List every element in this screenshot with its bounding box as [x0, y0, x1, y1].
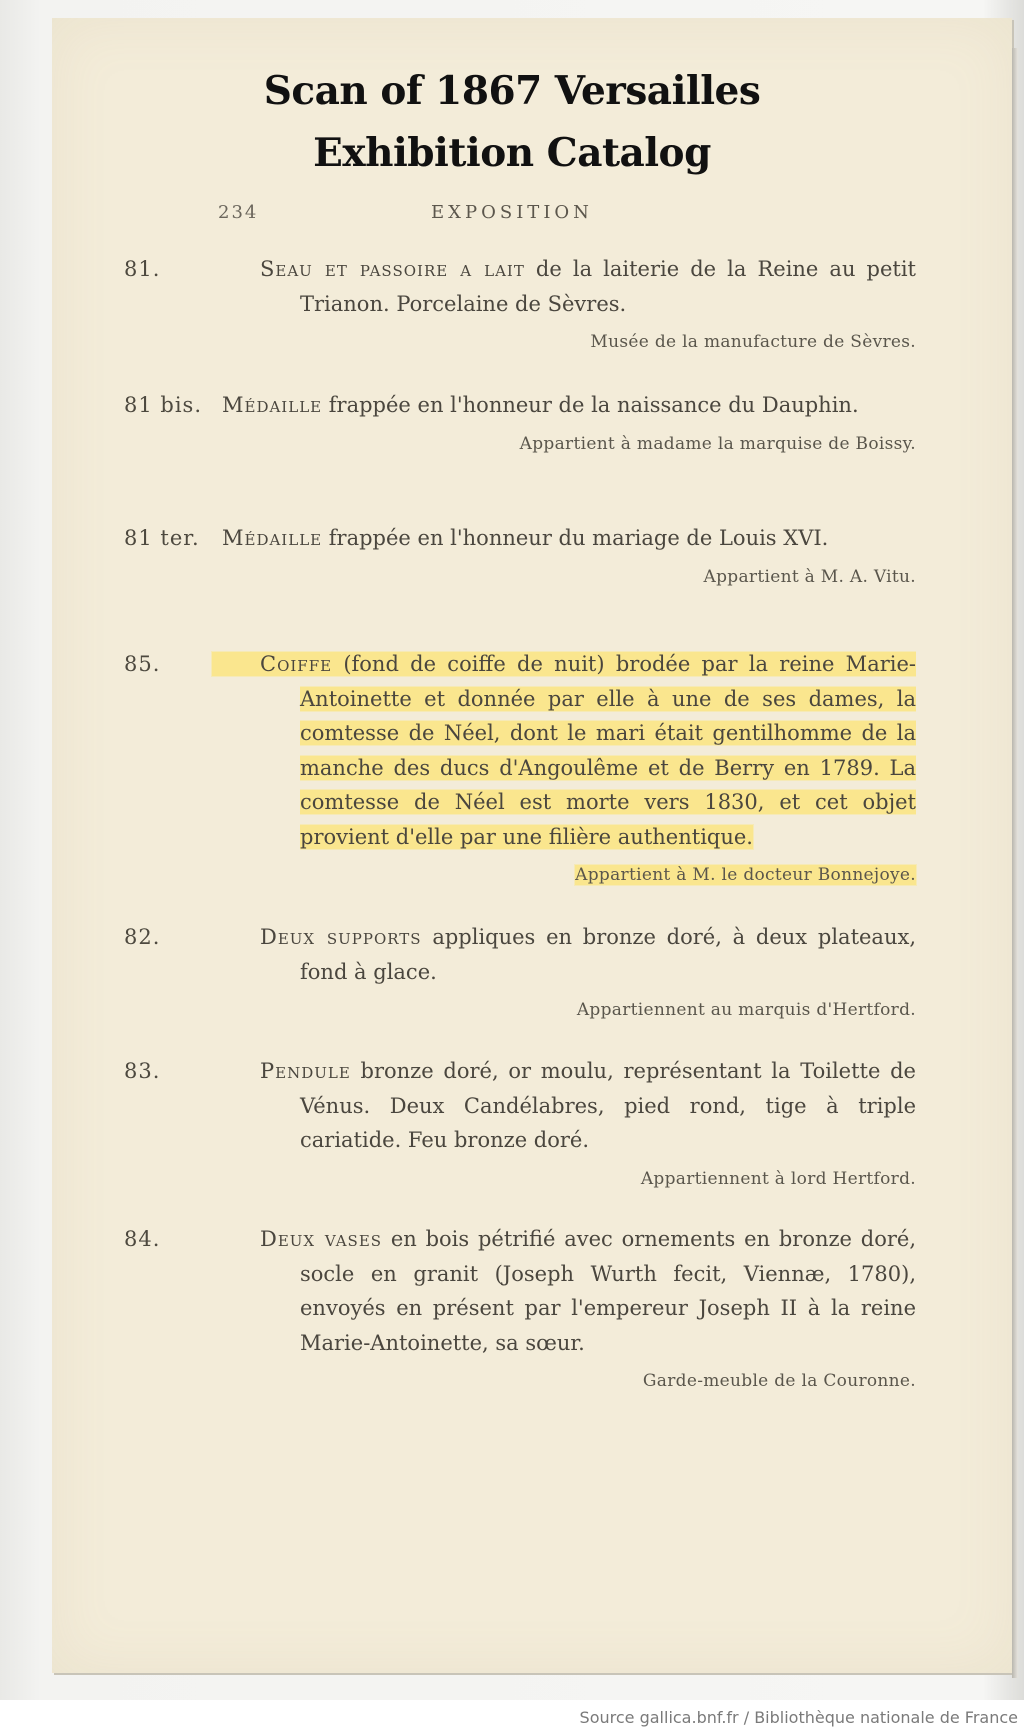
entry-owner-text: Appartient à M. le docteur Bonnejoye.: [575, 865, 916, 885]
entry-title: Médaille: [222, 393, 323, 417]
catalog-entry: [212, 521, 916, 590]
entry-owner: Appartient à M. A. Vitu.: [703, 566, 916, 587]
entry-text: en bois pétrifié avec ornements en bronze doré, socle en granit (Joseph Wurth fecit, Viennæ, 1780), envoyés en présent par l'empereur Joseph II à la reine Marie-Antoinette, sa sœur.: [300, 1227, 916, 1355]
catalog-entry: [124, 1054, 916, 1192]
entry-body: [124, 1222, 916, 1360]
entry-text: appliques en bronze doré, à deux plateaux, fond à glace.: [300, 925, 916, 984]
entry-text: bronze doré, or moulu, représentant la Toilette de Vénus. Deux Candélabres, pied rond, tige à triple cariatide. Feu bronze doré.: [300, 1059, 916, 1152]
catalog-entry: [124, 1222, 916, 1394]
entry-text: frappée en l'honneur du mariage de Louis XVI.: [322, 526, 829, 550]
catalog-entry: [124, 252, 916, 355]
entry-title: Deux supports: [260, 925, 422, 949]
entry-number: 81.: [124, 257, 161, 281]
catalog-entry: [124, 920, 916, 1023]
entry-title: Deux vases: [260, 1227, 383, 1251]
entry-body: [212, 388, 916, 423]
entry-number: 85.: [124, 652, 161, 676]
overlay-title-line-1: Scan of 1867 Versailles: [263, 68, 761, 114]
page-number: 234: [218, 202, 259, 223]
entry-text: (fond de coiffe de nuit) brodée par la reine Marie-Antoinette et donnée par elle à une de ses dames, la comtesse de Néel, dont le mari était gentilhomme de la manche des ducs d'Angoulême et de Berry en 1789. La comtesse de Néel est morte vers 1830, et cet objet provient d'elle par une filière authentique.: [300, 652, 916, 849]
running-headword: EXPOSITION: [431, 202, 593, 223]
source-credit: Source gallica.bnf.fr / Bibliothèque nationale de France: [579, 1708, 1018, 1727]
entry-title: Seau et passoire a lait: [260, 257, 525, 281]
entry-owner: Musée de la manufacture de Sèvres.: [590, 332, 916, 352]
entry-owner: Appartiennent à lord Hertford.: [640, 1168, 916, 1189]
entry-body: [124, 1054, 916, 1158]
entry-owner: Garde-meuble de la Couronne.: [642, 1371, 916, 1391]
entry-body: [124, 252, 916, 321]
entry-number: 84.: [124, 1227, 161, 1251]
entry-body: [212, 521, 916, 556]
entry-title: Pendule: [260, 1059, 351, 1083]
catalog-entry-highlighted: [124, 647, 916, 888]
entry-number: 83.: [124, 1059, 161, 1083]
entry-text: frappée en l'honneur de la naissance du Dauphin.: [322, 393, 859, 417]
entry-owner: [212, 862, 916, 888]
entry-number: 82.: [124, 925, 161, 949]
entry-text: de la laiterie de la Reine au petit Trianon. Porcelaine de Sèvres.: [300, 257, 916, 316]
overlay-title-line-2: Exhibition Catalog: [313, 130, 711, 176]
catalog-entry: [212, 388, 916, 457]
entry-owner: Appartiennent au marquis d'Hertford.: [576, 1000, 916, 1020]
entry-title: Coiffe: [260, 652, 333, 676]
overlay-title: [0, 60, 1024, 184]
running-head: [0, 202, 1024, 232]
entry-body: [124, 647, 916, 854]
entry-title: Médaille: [222, 526, 323, 550]
entry-owner: Appartient à madame la marquise de Boissy.: [519, 433, 916, 454]
entry-body: [124, 920, 916, 989]
